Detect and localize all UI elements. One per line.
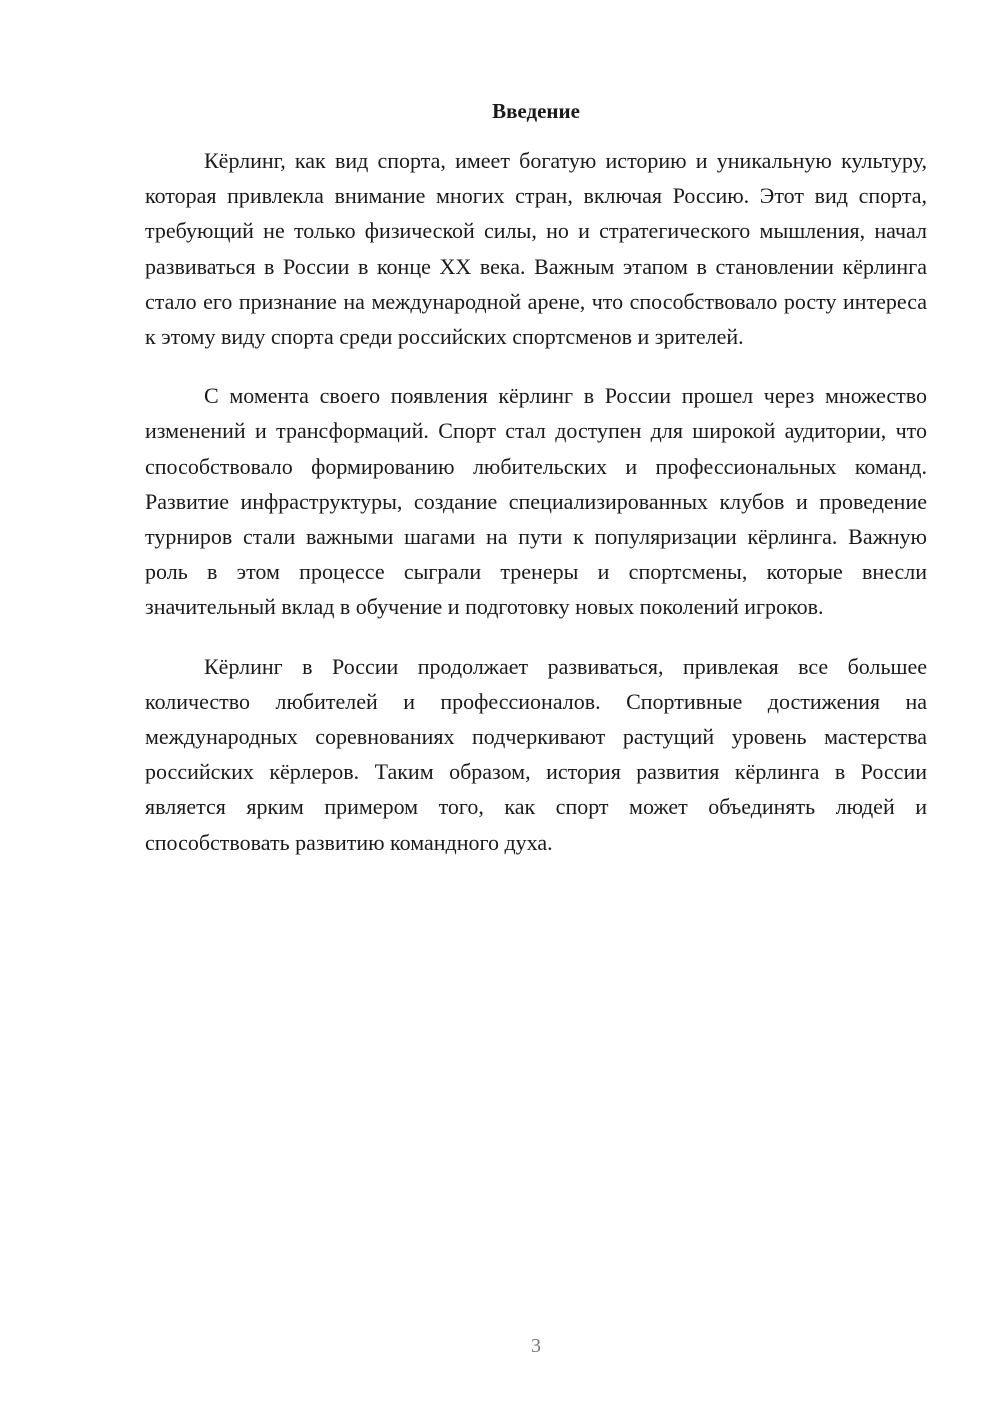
section-heading: Введение xyxy=(492,99,580,123)
paragraph-3: Кёрлинг в России продолжает развиваться, привлекая все большее количество любителей и профессионалов. Спортивные достижения на международных соревнованиях подчеркивают растущий уровень мастерства российских кёрлеров. Таким образом, история развития кёрлинга в России является ярким примером того, как спорт может объединять людей и способствовать развитию командного духа. xyxy=(145,653,927,855)
body-text xyxy=(145,143,927,884)
paragraph-1: Кёрлинг, как вид спорта, имеет богатую историю и уникальную культуру, которая привлекла внимание многих стран, включая Россию. Этот вид спорта, требующий не только физической силы, но и стратегического мышления, начал развиваться в России в конце XX века. Важным этапом в становлении кёрлинга стало его признание на международной арене, что способствовало росту интереса к этому виду спорта среди российских спортсменов и зрителей. xyxy=(145,148,927,350)
paragraph-2: С момента своего появления кёрлинг в России прошел через множество изменений и трансформаций. Спорт стал доступен для широкой аудитории, что способствовало формированию любительских и профессиональных команд. Развитие инфраструктуры, создание специализированных клубов и проведение турниров стали важными шагами на пути к популяризации кёрлинга. Важную роль в этом процессе сыграли тренеры и спортсмены, которые внесли значительный вклад в обучение и подготовку новых поколений игроков. xyxy=(145,383,927,620)
page-number: 3 xyxy=(531,1335,541,1357)
